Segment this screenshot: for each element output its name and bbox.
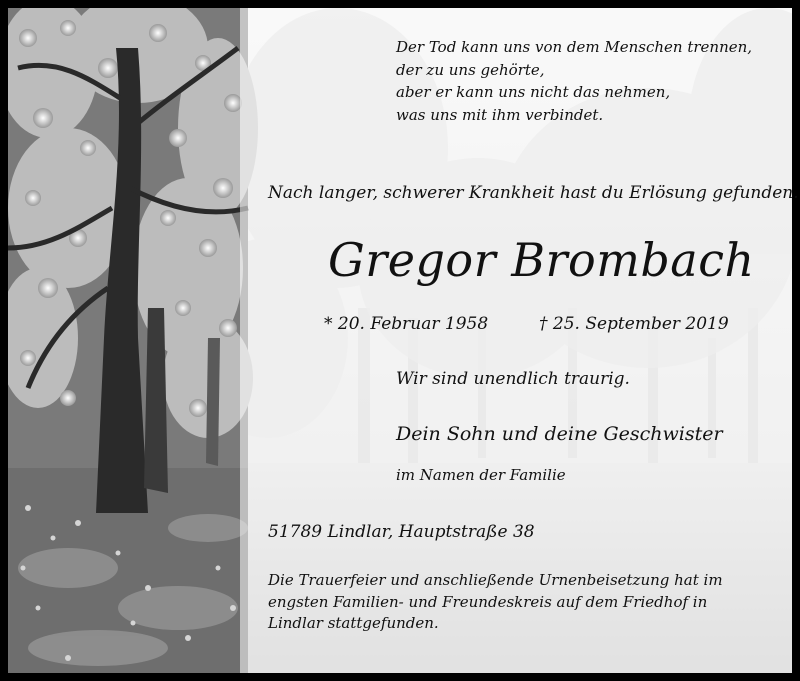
mourners-line: Dein Sohn und deine Geschwister — [396, 423, 723, 445]
verse-line: was uns mit ihm verbindet. — [396, 105, 604, 124]
intro-line: Nach langer, schwerer Krankheit hast du Erlösung gefunden. — [268, 183, 799, 203]
ceremony-line: Die Trauerfeier und anschließende Urnenbeisetzung hat im — [268, 571, 723, 589]
mourning-line: Wir sind unendlich traurig. — [396, 369, 630, 389]
ceremony-line: engsten Familien- und Freundeskreis auf dem Friedhof in — [268, 592, 708, 611]
birth-date: * 20. Februar 1958 — [324, 314, 489, 334]
address-line: 51789 Lindlar, Hauptstraße 38 — [268, 522, 535, 542]
verse-line: Der Tod kann uns von dem Menschen trennen, — [396, 38, 753, 56]
on-behalf-line: im Namen der Familie — [396, 466, 566, 484]
death-date: † 25. September 2019 — [539, 314, 729, 334]
deceased-name: Gregor Brombach — [328, 233, 755, 287]
ceremony-info — [268, 570, 723, 635]
verse-line: aber er kann uns nicht das nehmen, — [396, 83, 671, 101]
verse-block — [396, 36, 752, 126]
verse-line: der zu uns gehörte, — [396, 60, 545, 79]
ceremony-line: Lindlar stattgefunden. — [268, 614, 439, 632]
